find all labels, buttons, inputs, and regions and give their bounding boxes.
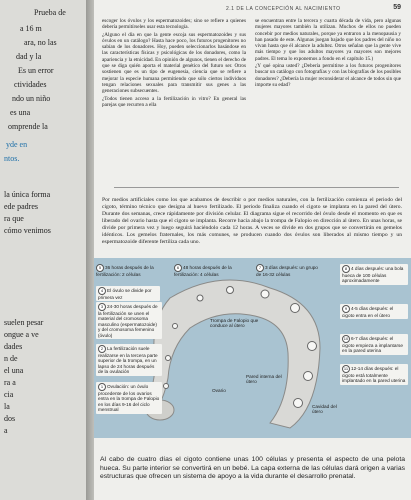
left-text-fragment: ongue a ve [4, 330, 39, 339]
left-text-fragment: yde en [6, 140, 28, 149]
cell-stage-marker [164, 384, 169, 389]
left-page [0, 0, 92, 500]
cell-stage-marker [308, 342, 317, 351]
left-text-fragment: cómo venimos [4, 226, 51, 235]
diagram-label: 2 La fertilización suele realizarse en la tercera parte superior de la trompa, en un lapso de 24 horas después de la ovulación [96, 344, 162, 376]
left-text-fragment: dos [4, 414, 16, 423]
left-text-fragment: ntos. [4, 154, 20, 163]
left-text-fragment: ndo un niño [12, 94, 51, 103]
column-left [102, 18, 246, 109]
cell-stage-marker [261, 290, 269, 298]
left-text-fragment: ra que [4, 214, 24, 223]
paragraph: ¿Todos tienen acceso a la fertilización in vitro? En general las parejas que recurren a ella [102, 95, 246, 108]
running-header: 2.1 DE LA CONCEPCIÓN AL NACIMIENTO [226, 6, 341, 12]
left-text-fragment: dad y la [16, 52, 42, 61]
intro-paragraph: Por medios artificiales como los que acabamos de describir o por medios naturales, con la fertilización comienza el periodo del cigoto, término técnico que designa al huevo fertilizado. El periodo finaliza cuando el cigoto se implanta en la pared del útero. Durante dos semanas, crece rápidamente por división celular. El diagrama sigue el recorrido del óvulo desde el momento en que es liberado del ovario hasta que el cigoto se implanta. Recorre hacia abajo la trompa de Falopio en dirección al útero. En unas horas, se divide por primera vez y luego seguirá haciéndolo cada 12 horas. A veces se divide en dos grupos que se convertirán en gemelos idénticos. Los gemelos fraternales, los más comunes, se producen cuando dos óvulos son liberados al mismo tiempo y un espermatozoide diferente fertiliza cada uno. [102, 197, 402, 245]
left-text-fragment: a [4, 426, 8, 435]
diagram-label: 11 12-14 días después: el cigoto está totalmente implantado en la pared uterina [340, 364, 408, 385]
left-text-fragment: la [4, 402, 10, 411]
tube-label: Trompa de Falopio que conduce al útero [210, 318, 259, 329]
left-text-fragment: n de [4, 354, 18, 363]
cell-stage-marker [294, 399, 303, 408]
left-text-fragment: Prueba de [34, 8, 66, 17]
left-text-fragment: es una [10, 108, 31, 117]
cell-stage-marker [227, 287, 234, 294]
cell-stage-marker [304, 372, 313, 381]
uterine-wall-label: Pared interna del útero [246, 374, 282, 385]
cell-stage-marker [173, 324, 178, 329]
diagram-label: 3 24-30 horas después de la fertilización se unen el material del cromosoma masculino (espermatozoide) y del cromosoma femenino (óvulo) [96, 302, 162, 339]
left-text-fragment: suelen pesar [4, 318, 44, 327]
left-text-fragment: a 16 m [20, 24, 42, 33]
left-text-fragment: el una [4, 366, 24, 375]
left-text-fragment: ede padres [4, 202, 38, 211]
diagram-label: 4 El óvulo se divide por primera vez [96, 286, 160, 301]
diagram-label: 7 3 días después: un grupo de 16-32 células [256, 265, 318, 277]
left-text-fragment: dades [4, 342, 23, 351]
cell-stage-marker [197, 295, 203, 301]
paragraph: escoger los óvulos y los espermatozoides; sino se refiere a quienes debería permitírseles usar esta tecnología. [102, 18, 246, 31]
uterine-cavity-label: Cavidad del útero [312, 404, 337, 415]
diagram-label: 6 48 horas después de la fertilización: 4 células [174, 265, 232, 277]
diagram-label: 5 36 horas después de la fertilización: 2 células [96, 265, 154, 277]
left-text-fragment: Es un error [18, 66, 54, 75]
left-text-fragment: la única forma [4, 190, 51, 199]
bottom-paragraph: Al cabo de cuatro días el cigoto contiene unas 100 células y presenta el aspecto de una pelota hueca. Su parte interior se convertirá en un bebé. La capa externa de las células dará origen a varias estructuras que ofrecen un sistema de apoyo a la vida durante el desarrollo prenatal. [100, 456, 405, 481]
cell-stage-marker [166, 356, 171, 361]
left-text-fragment: ra a [4, 378, 16, 387]
diagram-label: 9 4-5 días después: el cigoto entra en el útero [340, 304, 408, 319]
paragraph: ¿Y qué opina usted? ¿Debería permitirse a los futuros progenitores buscar un catálogo con fotografías y con las biografías de los posibles donadores? ¿Debería la mujer reconsiderar el alcance de todos sin que importe su edad? [255, 63, 401, 88]
left-text-fragment: ctividades [14, 80, 47, 89]
page-number: 59 [393, 4, 401, 11]
left-text-fragment: ara, no las [24, 38, 57, 47]
divider [114, 187, 399, 188]
paragraph: se encuentran entre la tercera y cuarta década de vida, pero algunas mujeres mayores también la utilizan. Muchos de ellos no pueden concebir por medios naturales, porque ya entraron a la menopausia y han pasado de este. Algunas juegan bajado que los padres del niño no vivan hasta que él alcance la adultez. Otros señalan que la gente vive más tiempo y que los adultos mayores ya mayores son mejores padres. El tema lo exponemos a fondo en el capítulo 15.) [255, 18, 401, 62]
left-text-fragment: omprende la [8, 122, 48, 131]
left-text-fragment: cia [4, 390, 14, 399]
right-page [94, 0, 411, 500]
column-right [255, 18, 401, 89]
fertilization-diagram [94, 258, 411, 438]
cell-stage-marker [291, 304, 300, 313]
diagram-label: 8 4 días después: una bola hueca de 100 células aproximadamente [340, 264, 408, 285]
paragraph: ¿Alguno el día en que la gente escoja sus espermatozoides y sus óvulos en un catálogo? Hasta hace poco, los futuros progenitores no sabían de los donadores. Hoy, pueden seleccionarlos basándose en las características físicas y psicológicas de los donadores, como la apariencia y la etnicidad. En opinión de algunos, tienen el derecho de que se diga quién aporta el material genético del futuro ser. Otros sostienen que es un tipo de eugenesia, ciencia que se refiere a mejorar la especie humana permitiendo que sólo ciertos individuos tengan relaciones sexuales para transmitir sus genes a las generaciones subsecuentes. [102, 31, 246, 95]
diagram-label: 1 Ovulación: un óvulo procedente de los ovarios entra en la trompa de Falopio en los días 9-16 del ciclo menstrual [96, 382, 162, 414]
ovary-label: Ovario [212, 388, 226, 393]
diagram-label: 10 6-7 días después: el cigoto empieza a implantarse en la pared uterina [340, 334, 408, 355]
